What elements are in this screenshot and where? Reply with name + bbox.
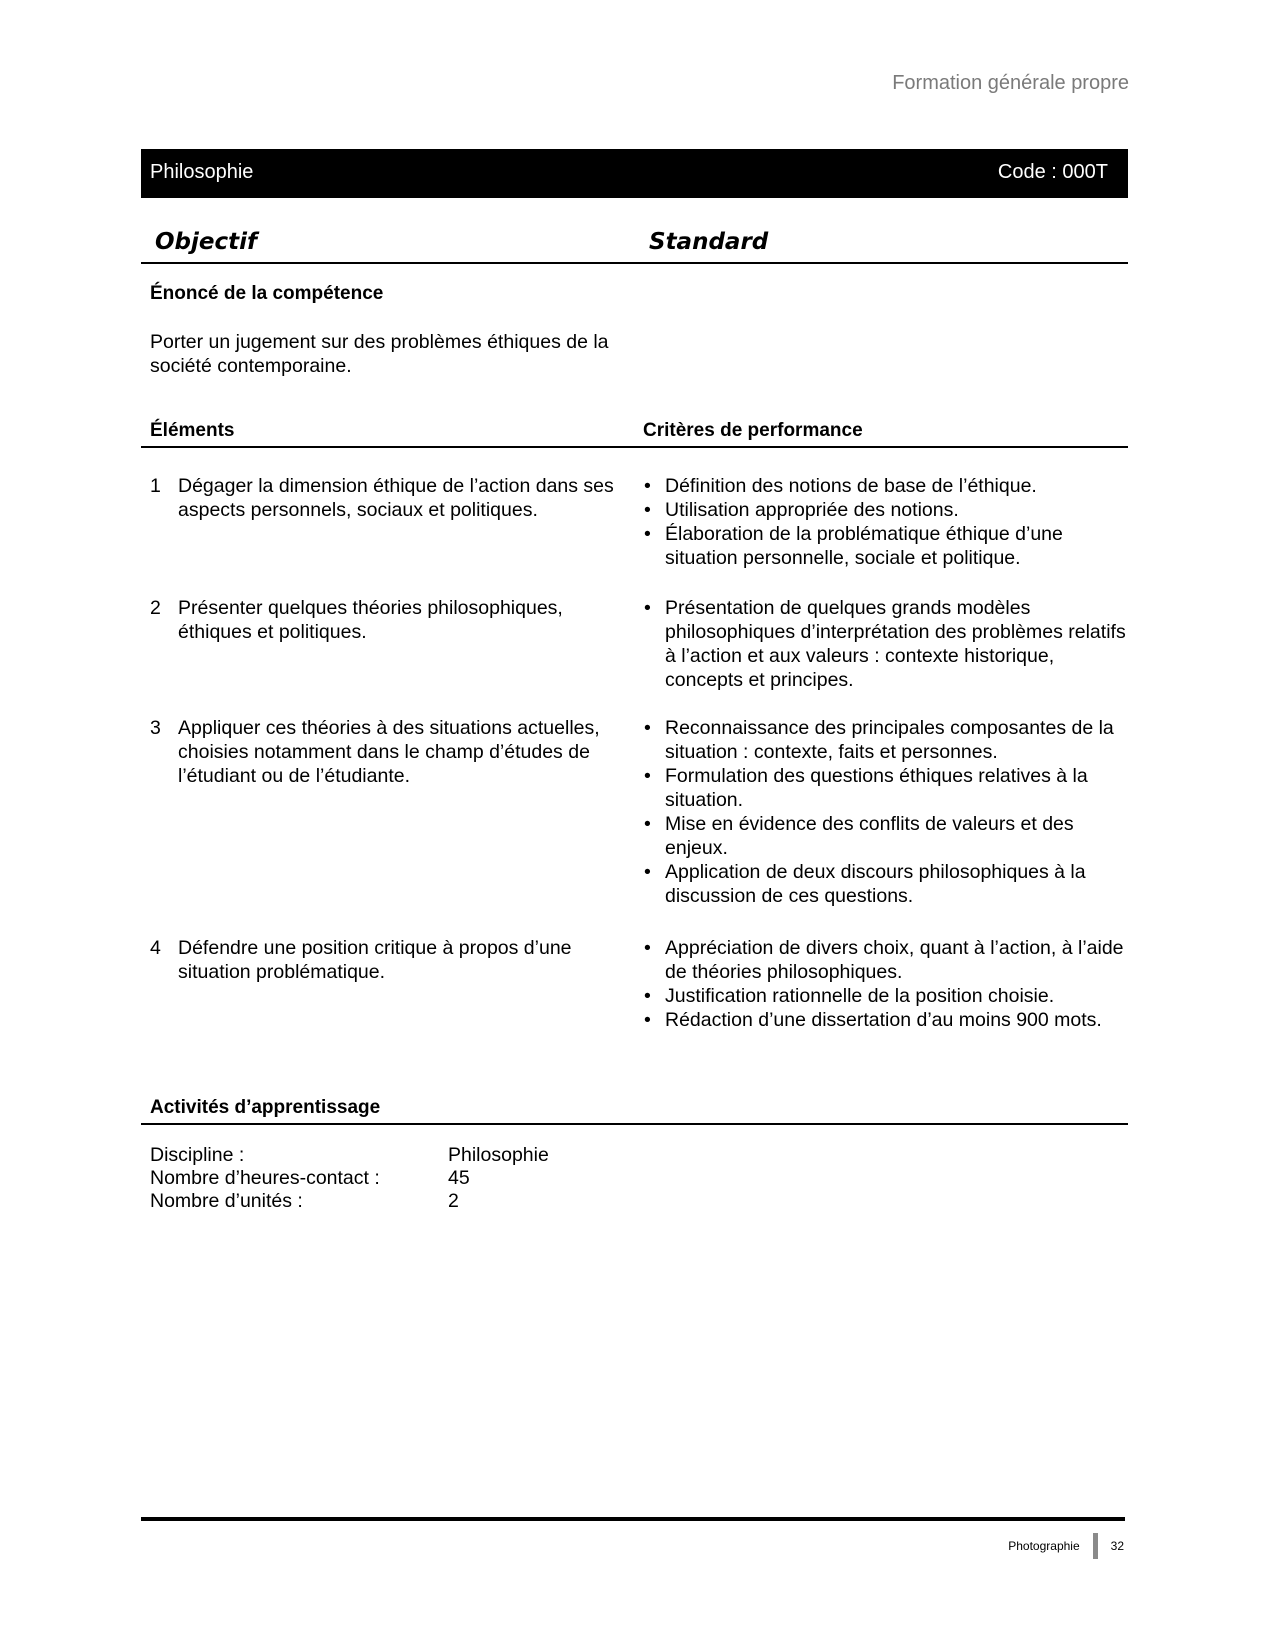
course-title: Philosophie [150, 161, 254, 183]
info-line [150, 1144, 750, 1167]
criterion-item: • Utilisation appropriée des notions. [643, 498, 1128, 522]
criterion-item: • Mise en évidence des conflits de valeurs et des enjeux. [643, 812, 1128, 860]
section-headings [141, 226, 1128, 264]
element-number: 4 [150, 937, 161, 959]
column-headings [141, 418, 1128, 448]
elements-heading: Éléments [150, 420, 235, 441]
criteria-list [643, 936, 1128, 1032]
enonce-text: Porter un jugement sur des problèmes éthiques de la société contemporaine. [150, 331, 609, 377]
element-text: Appliquer ces théories à des situations actuelles, choisies notamment dans le champ d’études de l’étudiant ou de l’étudiante. [178, 717, 600, 787]
criteria-list [643, 474, 1128, 570]
footer-label: Photographie [1008, 1539, 1080, 1553]
activites-heading: Activités d’apprentissage [150, 1097, 381, 1118]
footer-separator [1093, 1533, 1098, 1559]
element-number: 2 [150, 597, 161, 619]
activites-info [150, 1144, 750, 1213]
criterion-item: • Formulation des questions éthiques relatives à la situation. [643, 764, 1128, 812]
info-label: Discipline : [150, 1144, 245, 1166]
criterion-item: • Appréciation de divers choix, quant à l’action, à l’aide de théories philosophiques. [643, 936, 1128, 984]
activites-heading-bar [141, 1095, 1128, 1125]
info-value: 2 [448, 1190, 459, 1212]
criterion-item: • Application de deux discours philosophiques à la discussion de ces questions. [643, 860, 1128, 908]
element-number: 1 [150, 475, 161, 497]
course-title-bar [141, 149, 1128, 198]
criterion-item: • Définition des notions de base de l’éthique. [643, 474, 1128, 498]
page-number: 32 [1110, 1539, 1124, 1553]
footer-rule [141, 1517, 1125, 1521]
criteria-list [643, 716, 1128, 908]
criterion-item: • Justification rationnelle de la position choisie. [643, 984, 1128, 1008]
element-number: 3 [150, 717, 161, 739]
course-code: Code : 000T [997, 161, 1108, 183]
page-header: Formation générale propre [892, 72, 1129, 94]
criterion-item: • Élaboration de la problématique éthique d’une situation personnelle, sociale et politique. [643, 522, 1128, 570]
info-label: Nombre d’unités : [150, 1190, 303, 1212]
criterion-item: • Présentation de quelques grands modèles philosophiques d’interprétation des problèmes relatifs à l’action et aux valeurs : contexte historique, concepts et principes. [643, 596, 1128, 692]
element-text: Présenter quelques théories philosophiques, éthiques et politiques. [178, 597, 563, 643]
objectif-heading: Objectif [155, 229, 258, 255]
info-value: Philosophie [448, 1144, 549, 1166]
info-label: Nombre d’heures-contact : [150, 1167, 380, 1189]
info-value: 45 [448, 1167, 470, 1189]
info-line [150, 1190, 750, 1213]
criterion-item: • Rédaction d’une dissertation d’au moins 900 mots. [643, 1008, 1128, 1032]
criteres-heading: Critères de performance [643, 420, 863, 441]
enonce-title: Énoncé de la compétence [150, 283, 384, 304]
element-text: Dégager la dimension éthique de l’action dans ses aspects personnels, sociaux et politiques. [178, 475, 614, 521]
criteria-list [643, 596, 1128, 692]
page-footer [1008, 1533, 1124, 1559]
standard-heading: Standard [649, 229, 769, 255]
criterion-item: • Reconnaissance des principales composantes de la situation : contexte, faits et personnes. [643, 716, 1128, 764]
info-line [150, 1167, 750, 1190]
element-text: Défendre une position critique à propos d’une situation problématique. [178, 937, 572, 983]
